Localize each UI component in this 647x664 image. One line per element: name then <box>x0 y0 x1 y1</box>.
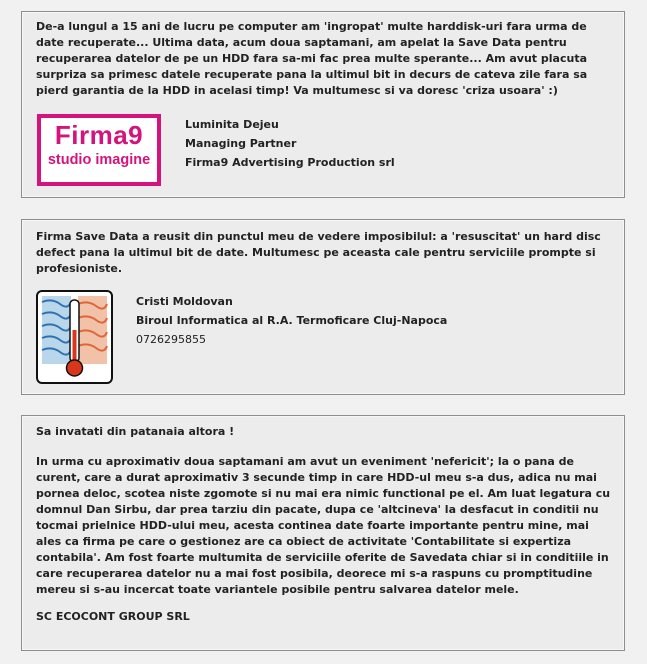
signature-name: Cristi Moldovan <box>136 295 233 308</box>
signature-phone: 0726295855 <box>136 333 206 346</box>
logo-line-1: Firma9 <box>54 120 144 150</box>
testimonial-quote: In urma cu aproximativ doua saptamani am avut un eveniment 'nefericit'; la o pana de curent, care a durat aproximativ 3 secunde timp in care HDD-ul meu s-a dus, adica nu mai pornea deloc, scotea niste zgomote si nu mai era nimic functional pe el. Am luat legatura cu domnul Dan Sirbu, dar prea tarziu din pacate, dupa ce 'altcineva' la desfacut in conditii nu tocmai prielnice HDD-ului meu, acesta continea date foarte importante pentru mine, mai ales ca firma pe care o gestionez are ca obiect de activitate 'Contabilitate si expertiza contabila'. Am fost foarte multumita de serviciile oferite de Savedata chiar si in conditiile in care recuperarea datelor nu a mai fost posibila, deorece mi s-a raspuns cu promptitudine mereu si s-au incercat toate variantele posibile pentru salvarea datelor mele. <box>36 455 611 596</box>
testimonial-card <box>21 415 625 651</box>
firma9-logo <box>37 114 161 186</box>
testimonial-quote: Firma Save Data a reusit din punctul meu de vedere imposibilul: a 'resuscitat' un hard disc defect pana la ultimul bit de date. Multumesc pe aceasta cale pentru serviciile prompte si profesioniste. <box>36 230 601 275</box>
signature-name: Luminita Dejeu <box>185 118 279 131</box>
thermometer-icon <box>36 290 113 384</box>
logo-line-2: studio imagine <box>47 152 151 168</box>
signature-role: Managing Partner <box>185 137 297 150</box>
testimonial-title: Sa invatati din patanaia altora ! <box>36 425 235 438</box>
testimonial-signature <box>185 115 395 172</box>
testimonial-quote: De-a lungul a 15 ani de lucru pe computer am 'ingropat' multe harddisk-uri fara urma de date recuperate... Ultima data, acum doua saptamani, am apelat la Save Data pentru recuperarea datelor de pe un HDD fara sa-mi fac prea multe sperante... Am avut placuta surpriza sa primesc datele recuperate pana la ultimul bit in decurs de cateva zile fara sa pierd garantia de la HDD in acelasi timp! Va multumesc si va doresc 'criza usoara' :) <box>36 20 588 97</box>
testimonial-card <box>21 11 625 198</box>
testimonial-company: SC ECOCONT GROUP SRL <box>36 610 190 623</box>
signature-company: Biroul Informatica al R.A. Termoficare Cluj-Napoca <box>136 314 448 327</box>
testimonial-signature <box>136 292 447 349</box>
testimonial-card <box>21 219 625 395</box>
signature-company: Firma9 Advertising Production srl <box>185 156 395 169</box>
